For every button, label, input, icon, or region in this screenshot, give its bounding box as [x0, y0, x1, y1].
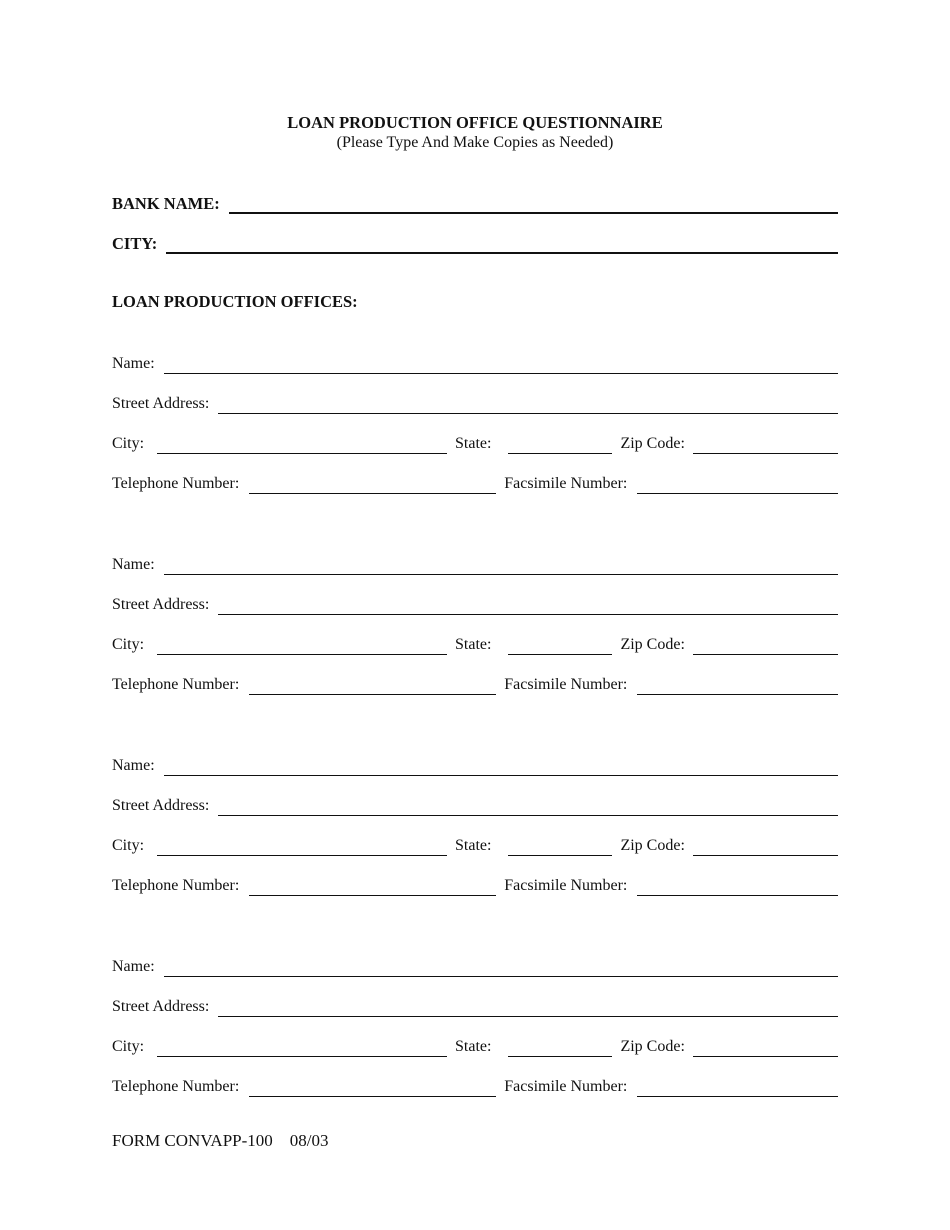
facsimile-label: Facsimile Number:	[504, 1078, 628, 1095]
facsimile-field[interactable]	[637, 1078, 838, 1097]
name-label: Name:	[112, 355, 155, 372]
street-address-label: Street Address:	[112, 395, 210, 412]
telephone-field[interactable]	[249, 1078, 496, 1097]
office-name-field[interactable]	[164, 958, 838, 977]
state-field[interactable]	[508, 435, 612, 454]
office-name-row	[112, 754, 838, 776]
office-street-row	[112, 392, 838, 414]
zip-code-field[interactable]	[693, 435, 838, 454]
form-subtitle: (Please Type And Make Copies as Needed)	[336, 134, 614, 151]
zip-code-field[interactable]	[693, 636, 838, 655]
state-field[interactable]	[508, 1038, 612, 1057]
facsimile-field[interactable]	[637, 475, 838, 494]
zip-code-label: Zip Code:	[620, 636, 685, 653]
facsimile-field[interactable]	[637, 877, 838, 896]
facsimile-label: Facsimile Number:	[504, 475, 628, 492]
form-header	[0, 113, 950, 153]
zip-code-label: Zip Code:	[620, 837, 685, 854]
telephone-field[interactable]	[249, 877, 496, 896]
office-name-field[interactable]	[164, 757, 838, 776]
street-address-field[interactable]	[218, 395, 838, 414]
city-label: City:	[112, 1038, 145, 1055]
bank-city-field[interactable]	[166, 234, 838, 254]
name-label: Name:	[112, 757, 155, 774]
facsimile-field[interactable]	[637, 676, 838, 695]
street-address-label: Street Address:	[112, 797, 210, 814]
office-city-row	[112, 1035, 838, 1057]
name-label: Name:	[112, 958, 155, 975]
office-phone-row	[112, 1075, 838, 1097]
state-field[interactable]	[508, 636, 612, 655]
telephone-label: Telephone Number:	[112, 475, 240, 492]
office-street-row	[112, 593, 838, 615]
telephone-field[interactable]	[249, 475, 496, 494]
office-city-field[interactable]	[157, 837, 447, 856]
facsimile-label: Facsimile Number:	[504, 877, 628, 894]
city-label: CITY:	[112, 234, 158, 253]
office-phone-row	[112, 472, 838, 494]
state-label: State:	[455, 1038, 492, 1055]
form-number: FORM CONVAPP-100	[112, 1131, 273, 1150]
bank-name-label: BANK NAME:	[112, 194, 220, 213]
office-name-field[interactable]	[164, 355, 838, 374]
office-city-field[interactable]	[157, 1038, 447, 1057]
state-label: State:	[455, 435, 492, 452]
office-name-row	[112, 955, 838, 977]
office-phone-row	[112, 673, 838, 695]
bank-name-row	[112, 192, 838, 214]
form-footer	[112, 1131, 329, 1151]
form-date: 08/03	[289, 1131, 329, 1150]
zip-code-field[interactable]	[693, 837, 838, 856]
street-address-label: Street Address:	[112, 998, 210, 1015]
telephone-label: Telephone Number:	[112, 676, 240, 693]
office-city-row	[112, 432, 838, 454]
state-label: State:	[455, 636, 492, 653]
office-city-field[interactable]	[157, 435, 447, 454]
street-address-field[interactable]	[218, 596, 838, 615]
street-address-field[interactable]	[218, 998, 838, 1017]
office-city-row	[112, 633, 838, 655]
street-address-label: Street Address:	[112, 596, 210, 613]
office-street-row	[112, 794, 838, 816]
street-address-field[interactable]	[218, 797, 838, 816]
telephone-field[interactable]	[249, 676, 496, 695]
office-city-row	[112, 834, 838, 856]
state-field[interactable]	[508, 837, 612, 856]
state-label: State:	[455, 837, 492, 854]
bank-name-field[interactable]	[229, 194, 838, 214]
office-name-row	[112, 352, 838, 374]
section-heading: LOAN PRODUCTION OFFICES:	[112, 292, 358, 311]
office-street-row	[112, 995, 838, 1017]
office-name-row	[112, 553, 838, 575]
city-row	[112, 232, 838, 254]
office-name-field[interactable]	[164, 556, 838, 575]
name-label: Name:	[112, 556, 155, 573]
office-city-field[interactable]	[157, 636, 447, 655]
telephone-label: Telephone Number:	[112, 877, 240, 894]
form-title: LOAN PRODUCTION OFFICE QUESTIONNAIRE	[287, 113, 663, 132]
zip-code-label: Zip Code:	[620, 435, 685, 452]
zip-code-label: Zip Code:	[620, 1038, 685, 1055]
zip-code-field[interactable]	[693, 1038, 838, 1057]
city-label: City:	[112, 435, 145, 452]
facsimile-label: Facsimile Number:	[504, 676, 628, 693]
city-label: City:	[112, 837, 145, 854]
telephone-label: Telephone Number:	[112, 1078, 240, 1095]
office-phone-row	[112, 874, 838, 896]
city-label: City:	[112, 636, 145, 653]
